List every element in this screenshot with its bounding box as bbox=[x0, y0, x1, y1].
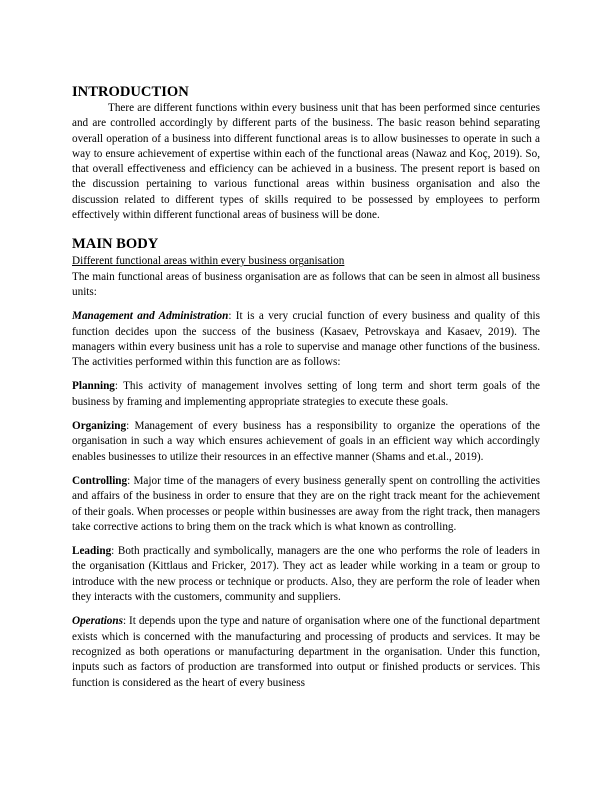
intro-paragraph: There are different functions within every business unit that has been performed since centuries and are controlled accordingly by different parts of the business. The basic reason behind separating overall operation of a business into different functional areas is to allow businesses to operate in such a way to ensure achievement of expertise within each of the functional areas (Nawaz and Koç, 2019). So, that overall effectiveness and efficiency can be achieved in a business. The present report is based on the discussion pertaining to various functional areas within business organisation and also the discussion related to different types of skills required to be possessed by employees to perform effectively within different functional areas of business will be done. bbox=[72, 102, 540, 222]
section-title-leading: Leading bbox=[72, 545, 112, 558]
intro-heading: INTRODUCTION bbox=[72, 84, 189, 100]
section-subheading: Different functional areas within every business organisation bbox=[72, 255, 345, 268]
section-leading bbox=[72, 544, 540, 605]
section-organizing bbox=[72, 419, 540, 465]
section-title-controlling: Controlling bbox=[72, 474, 128, 487]
section-title-management: Management and Administration bbox=[72, 310, 229, 323]
section-text-organizing: : Management of every business has a responsibility to organize the operations of the organisation in such a way which ensures achievement of goals in an efficient way which accordingly enables businesses to utilize their resources in an effective manner (Shams and et.al., 2019). bbox=[72, 420, 540, 463]
lead-paragraph: The main functional areas of business organisation are as follows that can be seen in almost all business units: bbox=[72, 270, 540, 298]
document-page bbox=[72, 84, 540, 691]
section-operations bbox=[72, 614, 540, 690]
section-text-controlling: : Major time of the managers of every business generally spent on controlling the activities and affairs of the business in order to ensure that they are on the right track meant for the achievement of their goals. When processes or people within businesses are away from the right track, then managers take corrective actions to bring them on the track which is what known as controlling. bbox=[72, 474, 540, 533]
main-body-heading: MAIN BODY bbox=[72, 236, 159, 253]
section-text-operations: : It depends upon the type and nature of organisation where one of the functional department exists which is concerned with the manufacturing and processing of products and services. It may be recognized as both operations or manufacturing department in the organisation. Under this function, inputs such as factors of production are transformed into output or finished products or services. This function is considered as the heart of every business bbox=[72, 615, 540, 689]
section-title-planning: Planning bbox=[72, 380, 115, 393]
section-title-operations: Operations bbox=[72, 615, 123, 628]
section-management bbox=[72, 309, 540, 370]
section-planning bbox=[72, 379, 540, 410]
section-text-management: : It is a very crucial function of every business and quality of this function decides upon the success of the business (Kasaev, Petrovskaya and Kasaev, 2019). The managers within every business unit has a role to supervise and manage other functions of the business. The activities performed within this function are as follows: bbox=[72, 310, 540, 369]
section-text-leading: : Both practically and symbolically, managers are the one who performs the role of leaders in the organisation (Kittlaus and Fricker, 2017). They act as leader while working in a team or group to introduce with the new process or technique or products. Also, they are perform the role of leader when they interacts with the customers, community and suppliers. bbox=[72, 545, 540, 604]
section-title-organizing: Organizing bbox=[72, 420, 127, 433]
section-text-planning: : This activity of management involves setting of long term and short term goals of the business by framing and implementing appropriate strategies to execute these goals. bbox=[72, 380, 540, 408]
section-controlling bbox=[72, 474, 540, 535]
